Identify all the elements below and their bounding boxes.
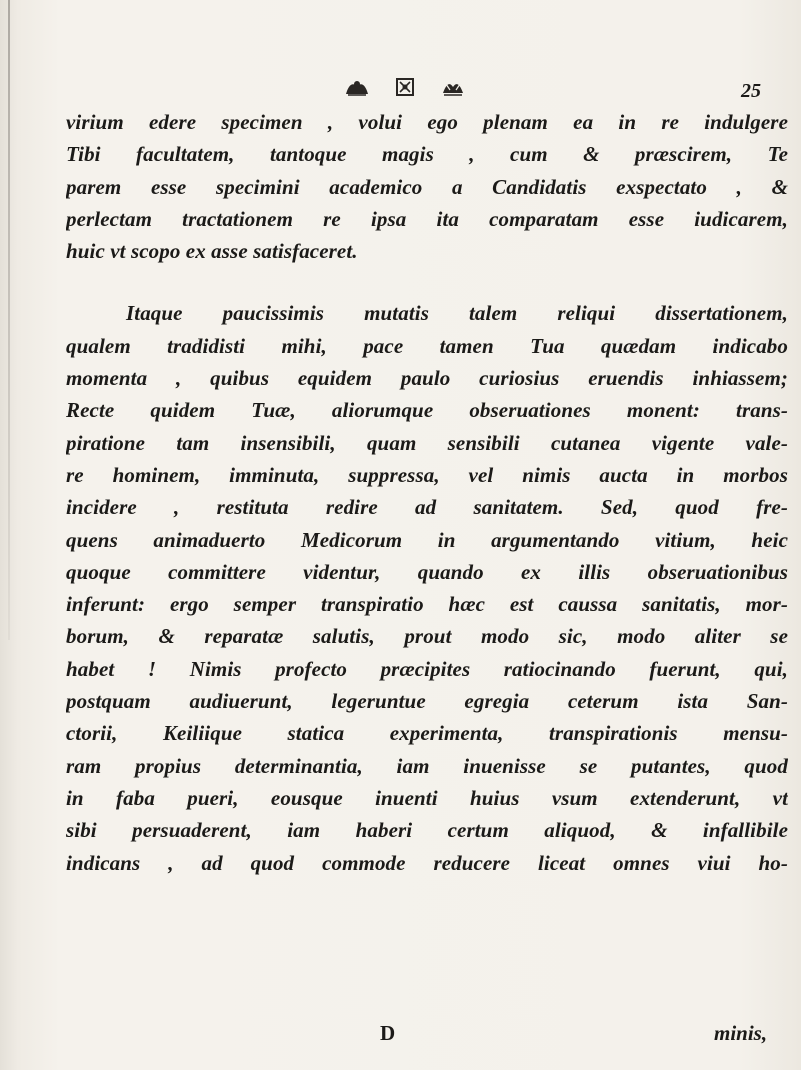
text-line: virium edere specimen , volui ego plenam ea in re indulgere (66, 110, 788, 134)
text-line: incidere , restituta redire ad sanitatem. Sed, quod fre- (66, 495, 788, 520)
page-footer (0, 1021, 801, 1053)
text-line: postquam audiuerunt, legeruntue egregia ceterum ista San- (66, 689, 788, 714)
main-text (66, 106, 788, 879)
text-line: ram propius determinantia, iam inuenisse se putantes, quod (66, 753, 788, 778)
signature-mark: D (380, 1021, 396, 1045)
text-line: Itaque paucissimis mutatis talem reliqui dissertationem, (126, 301, 788, 326)
text-line: sibi persuaderent, iam haberi certum aliquod, & infallibile (66, 818, 788, 843)
text-line: parem esse specimini academico a Candidatis exspectato , & (66, 174, 788, 199)
floral-ornament-icon (440, 78, 466, 96)
text-line: inferunt: ergo semper transpiratio hæc est caussa sanitatis, mor- (66, 592, 788, 617)
text-line: perlectam tractationem re ipsa ita comparatam esse iudicarem, (66, 206, 788, 231)
text-line: quoque committere videntur, quando ex illis obseruationibus (66, 559, 788, 584)
text-line: quens animaduerto Medicorum in argumentando vitium, heic (66, 527, 788, 552)
text-line: indicans , ad quod commode reducere liceat omnes viui ho- (66, 850, 788, 875)
text-line: Tibi facultatem, tantoque magis , cum & præscirem, Te (66, 142, 788, 167)
page-number: 25 (741, 80, 761, 102)
text-line: piratione tam insensibili, quam sensibili cutanea vigente vale- (66, 430, 788, 455)
text-line: momenta , quibus equidem paulo curiosius eruendis inhiassem; (66, 366, 788, 391)
paragraph-gap (66, 267, 788, 297)
text-line: ctorii, Keiliique statica experimenta, transpirationis mensu- (66, 721, 788, 746)
page-header (0, 76, 801, 106)
header-ornaments (344, 78, 466, 96)
square-ornament-icon (392, 78, 418, 96)
catchword: minis, (714, 1021, 768, 1045)
floral-ornament-icon (344, 78, 370, 96)
text-line: in faba pueri, eousque inuenti huius vsum extenderunt, vt (66, 785, 788, 810)
text-line: habet ! Nimis profecto præcipites ratiocinando fuerunt, qui, (66, 656, 788, 681)
text-line: qualem tradidisti mihi, pace tamen Tua quædam indicabo (66, 333, 788, 358)
text-line: huic vt scopo ex asse satisfaceret. (66, 239, 358, 264)
text-line: re hominem, imminuta, suppressa, vel nimis aucta in morbos (66, 462, 788, 487)
text-line: Recte quidem Tuæ, aliorumque obseruationes monent: trans- (66, 398, 788, 423)
text-line: borum, & reparatæ salutis, prout modo sic, modo aliter se (66, 624, 788, 649)
